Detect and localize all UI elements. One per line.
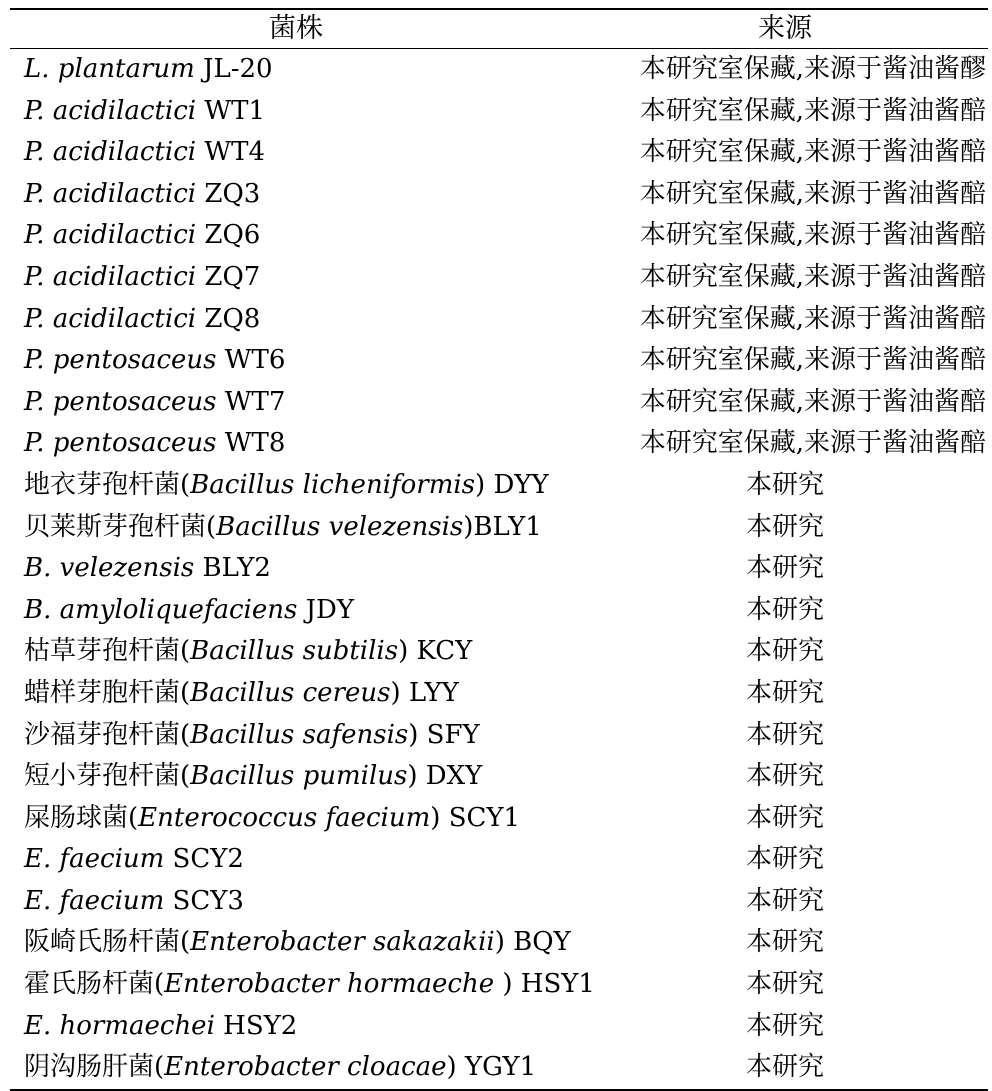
strain-species-name: E. faecium <box>24 885 165 916</box>
strain-code: ZQ8 <box>196 303 261 334</box>
strain-cell <box>10 382 582 424</box>
strain-code: WT6 <box>216 345 286 376</box>
table-row <box>10 548 988 590</box>
source-cell: 本研究室保藏,来源于酱油酱醅 <box>639 178 986 209</box>
table-row <box>10 174 988 216</box>
strain-cell <box>10 798 582 840</box>
source-cell: 本研究 <box>745 802 824 833</box>
table-header <box>10 9 988 49</box>
strain-cell <box>10 964 595 1006</box>
source-cell: 本研究 <box>745 885 824 916</box>
strain-species-name: Bacillus pumilus <box>190 761 408 792</box>
table-row <box>10 922 988 964</box>
source-cell: 本研究室保藏,来源于酱油酱醅 <box>639 386 986 417</box>
strain-common-name: 贝莱斯芽孢杆菌( <box>24 511 217 542</box>
source-cell: 本研究室保藏,来源于酱油酱醅 <box>639 261 986 292</box>
strain-cell <box>10 1047 582 1090</box>
strain-species-name: P. pentosaceus <box>24 428 217 459</box>
table-row <box>10 631 988 673</box>
source-cell: 本研究 <box>745 927 824 958</box>
source-cell: 本研究室保藏,来源于酱油酱醅 <box>639 345 986 376</box>
strain-code: BLY2 <box>194 553 271 584</box>
table-row <box>10 1006 988 1048</box>
strain-species-name: P. acidilactici <box>24 95 197 126</box>
strain-cell <box>10 673 582 715</box>
strain-cell <box>10 507 582 549</box>
strain-cell <box>10 91 582 133</box>
strain-species-name: P. acidilactici <box>24 137 197 168</box>
strain-code: ) LYY <box>390 677 459 708</box>
strain-code: ) DXY <box>407 761 483 792</box>
strain-code: )BLY1 <box>463 511 542 542</box>
strain-species-name: P. pentosaceus <box>24 345 217 376</box>
table-row <box>10 423 988 465</box>
strain-code: SCY2 <box>164 844 244 875</box>
strain-species-name: E. faecium <box>24 844 165 875</box>
strain-common-name: 地衣芽孢杆菌( <box>24 469 191 500</box>
strain-species-name: P. acidilactici <box>24 220 197 251</box>
strain-code: ) DYY <box>475 469 549 500</box>
table-body <box>10 49 988 1090</box>
strain-cell <box>10 423 582 465</box>
source-cell: 本研究 <box>745 636 824 667</box>
table-row <box>10 465 988 507</box>
source-cell: 本研究室保藏,来源于酱油酱醅 <box>639 303 986 334</box>
table-row <box>10 340 988 382</box>
strain-common-name: 沙福芽孢杆菌( <box>24 719 191 750</box>
table-row <box>10 964 988 1006</box>
strain-common-name: 短小芽孢杆菌( <box>24 761 191 792</box>
table-row <box>10 49 988 91</box>
strain-cell <box>10 299 582 341</box>
strain-code: ) BQY <box>494 927 571 958</box>
strain-code: ) SCY1 <box>430 802 521 833</box>
header-source: 来源 <box>758 13 812 44</box>
strain-species-name: Bacillus subtilis <box>190 636 399 667</box>
strain-cell <box>10 174 582 216</box>
strain-species-name: L. plantarum <box>24 54 195 84</box>
source-cell: 本研究 <box>745 677 824 708</box>
strain-code: ) KCY <box>398 636 473 667</box>
table-row <box>10 881 988 923</box>
strain-code: JL-20 <box>194 54 273 84</box>
table-row <box>10 1047 988 1090</box>
strain-code: ZQ3 <box>196 178 261 209</box>
strain-species-name: B. amyloliquefaciens <box>24 594 298 625</box>
source-cell: 本研究 <box>745 844 824 875</box>
strain-species-name: Bacillus velezensis <box>216 511 464 542</box>
table-row <box>10 132 988 174</box>
header-strain: 菌株 <box>269 13 323 44</box>
source-cell: 本研究室保藏,来源于酱油酱醅 <box>639 220 986 251</box>
strain-cell <box>10 340 582 382</box>
strain-species-name: E. hormaechei <box>24 1010 215 1041</box>
strain-cell <box>10 590 582 632</box>
strain-common-name: 屎肠球菌( <box>24 802 139 833</box>
strain-code: WT8 <box>216 428 286 459</box>
strain-cell <box>10 881 582 923</box>
table-row <box>10 215 988 257</box>
strain-code: ) YGY1 <box>446 1052 537 1083</box>
strain-cell <box>10 49 582 91</box>
strain-species-name: Bacillus safensis <box>190 719 409 750</box>
source-cell: 本研究室保藏,来源于酱油酱醅 <box>639 428 986 459</box>
table-row <box>10 673 988 715</box>
strain-common-name: 阪崎氏肠杆菌( <box>24 927 191 958</box>
table-row <box>10 798 988 840</box>
strain-species-name: P. pentosaceus <box>24 386 217 417</box>
strain-cell <box>10 1006 582 1048</box>
strain-species-name: Enterobacter hormaeche <box>164 969 503 1000</box>
strain-code: HSY2 <box>214 1010 298 1041</box>
source-cell: 本研究 <box>745 761 824 792</box>
table-row <box>10 91 988 133</box>
strain-cell <box>10 839 582 881</box>
source-cell: 本研究室保藏,来源于酱油酱醪 <box>639 54 986 84</box>
strain-cell <box>10 215 582 257</box>
source-cell: 本研究室保藏,来源于酱油酱醅 <box>639 95 986 126</box>
strain-cell <box>10 756 582 798</box>
source-cell: 本研究 <box>745 969 824 1000</box>
strain-cell <box>10 631 582 673</box>
strain-cell <box>10 465 582 507</box>
strain-species-name: Enterobacter sakazakii <box>190 927 495 958</box>
strain-species-name: P. acidilactici <box>24 178 197 209</box>
source-cell: 本研究 <box>745 553 824 584</box>
strain-species-name: B. velezensis <box>24 553 195 584</box>
header-row <box>10 9 988 49</box>
table-row <box>10 839 988 881</box>
strain-species-name: P. acidilactici <box>24 303 197 334</box>
strain-species-name: Bacillus cereus <box>190 677 391 708</box>
strain-table <box>10 8 988 1091</box>
source-cell: 本研究 <box>745 719 824 750</box>
strain-species-name: P. acidilactici <box>24 261 197 292</box>
strain-code: JDY <box>297 594 355 625</box>
strain-common-name: 蜡样芽胞杆菌( <box>24 677 191 708</box>
strain-species-name: Enterococcus faecium <box>138 802 431 833</box>
source-cell: 本研究 <box>745 1052 824 1083</box>
table-row <box>10 257 988 299</box>
strain-code: ) HSY1 <box>502 969 595 1000</box>
strain-cell <box>10 548 582 590</box>
strain-code: WT7 <box>216 386 286 417</box>
table-row <box>10 590 988 632</box>
source-cell: 本研究室保藏,来源于酱油酱醅 <box>639 137 986 168</box>
strain-code: WT1 <box>196 95 265 126</box>
strain-species-name: Enterobacter cloacae <box>164 1052 447 1083</box>
strain-code: ) SFY <box>408 719 480 750</box>
strain-common-name: 阴沟肠肝菌( <box>24 1052 165 1083</box>
source-cell: 本研究 <box>745 469 824 500</box>
source-cell: 本研究 <box>745 511 824 542</box>
table-row <box>10 299 988 341</box>
table-row <box>10 507 988 549</box>
strain-cell <box>10 257 582 299</box>
strain-cell <box>10 715 582 757</box>
strain-common-name: 霍氏肠杆菌( <box>24 969 165 1000</box>
strain-common-name: 枯草芽孢杆菌( <box>24 636 191 667</box>
strain-code: WT4 <box>196 137 265 168</box>
strain-code: ZQ6 <box>196 220 261 251</box>
table-row <box>10 382 988 424</box>
table-row <box>10 715 988 757</box>
source-cell: 本研究 <box>745 594 824 625</box>
strain-code: ZQ7 <box>196 261 261 292</box>
strain-cell <box>10 922 582 964</box>
strain-code: SCY3 <box>164 885 244 916</box>
strain-species-name: Bacillus licheniformis <box>190 469 476 500</box>
strain-cell <box>10 132 582 174</box>
table-row <box>10 756 988 798</box>
source-cell: 本研究 <box>745 1010 824 1041</box>
